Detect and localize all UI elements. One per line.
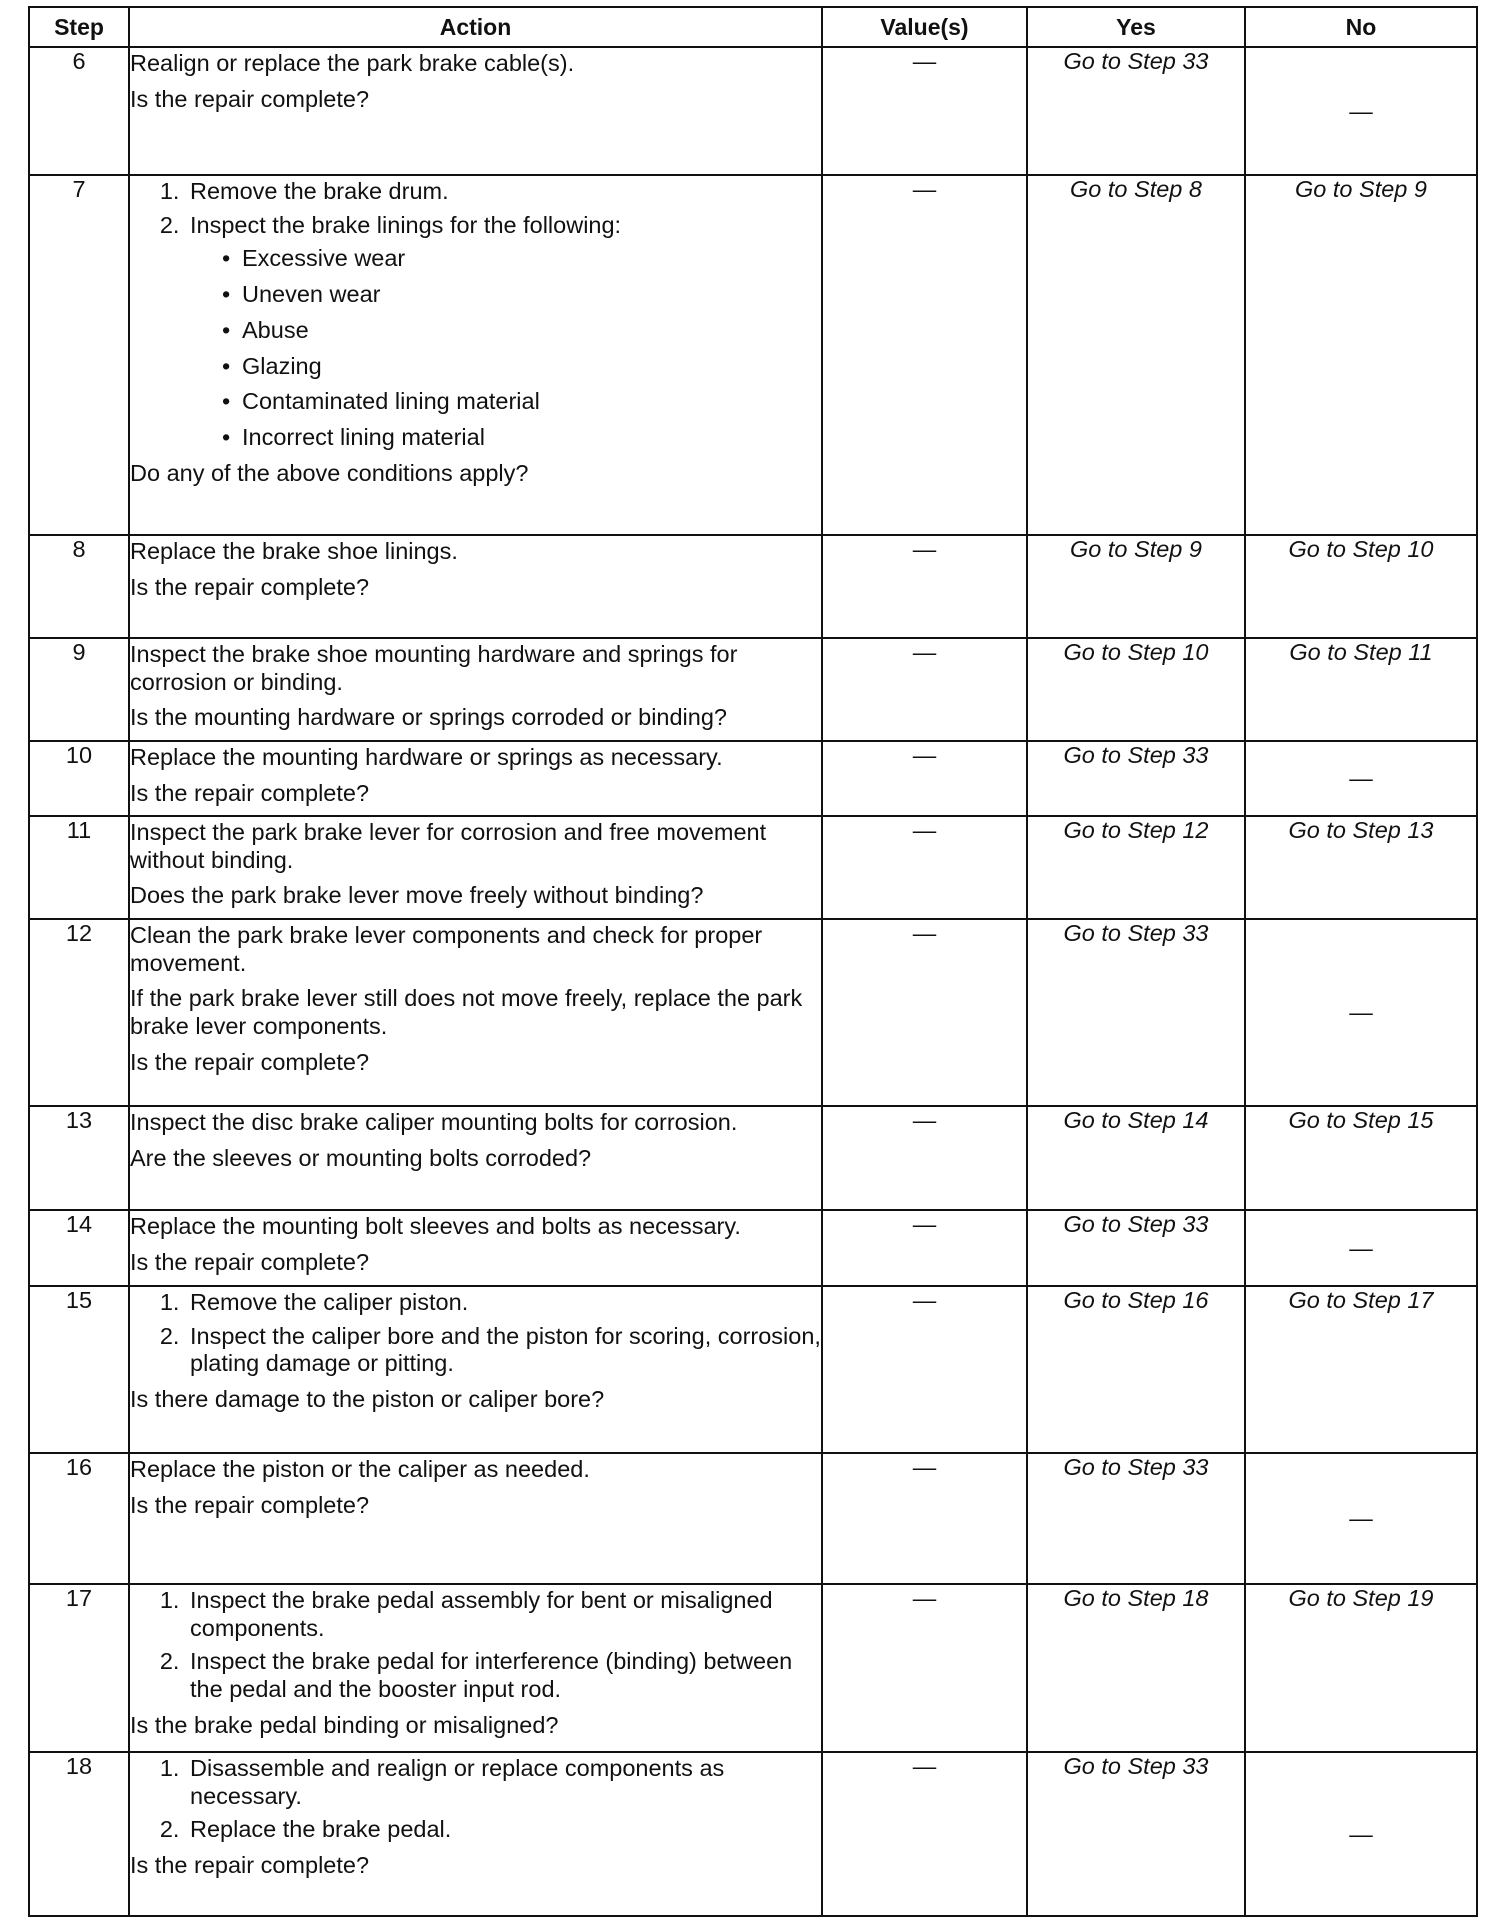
action-cell — [129, 1453, 822, 1584]
yes-cell: Go to Step 33 — [1027, 1752, 1245, 1916]
list-item-text: Inspect the brake linings for the following: — [190, 211, 622, 238]
diagnostic-page — [28, 6, 1476, 1917]
action-question: Are the sleeves or mounting bolts corroded? — [130, 1144, 592, 1171]
value-cell: — — [822, 47, 1027, 175]
value-cell: — — [822, 919, 1027, 1106]
action-question: Is the repair complete? — [130, 1048, 370, 1075]
step-number: 9 — [29, 638, 129, 741]
no-cell: — — [1245, 1453, 1477, 1584]
action-line: Inspect the park brake lever for corrosion and free movement without binding. — [130, 819, 767, 873]
table-row — [29, 1584, 1477, 1752]
table-row — [29, 1453, 1477, 1584]
action-cell — [129, 1210, 822, 1286]
header-yes: Yes — [1027, 7, 1245, 47]
step-number: 17 — [29, 1584, 129, 1752]
action-line: Replace the mounting bolt sleeves and bolts as necessary. — [130, 1213, 741, 1239]
action-question: Do any of the above conditions apply? — [130, 459, 529, 486]
bullet-item: • Incorrect lining material — [218, 424, 821, 452]
numbered-list — [130, 1755, 821, 1844]
action-question: Is the brake pedal binding or misaligned? — [130, 1711, 559, 1738]
list-item: 1. Remove the caliper piston. — [186, 1289, 821, 1317]
action-cell — [129, 741, 822, 816]
action-question: Is the repair complete? — [130, 573, 370, 600]
action-cell — [129, 1286, 822, 1453]
value-cell: — — [822, 1584, 1027, 1752]
action-cell — [129, 816, 822, 919]
action-cell — [129, 1584, 822, 1752]
step-number: 13 — [29, 1106, 129, 1210]
action-cell — [129, 47, 822, 175]
step-number: 6 — [29, 47, 129, 175]
header-values: Value(s) — [822, 7, 1027, 47]
numbered-list — [130, 178, 821, 452]
action-line: Realign or replace the park brake cable(s). — [130, 50, 575, 76]
no-cell: Go to Step 19 — [1245, 1584, 1477, 1752]
yes-cell: Go to Step 16 — [1027, 1286, 1245, 1453]
table-body — [29, 47, 1477, 1916]
table-row — [29, 638, 1477, 741]
numbered-list — [130, 1289, 821, 1378]
value-cell: — — [822, 1210, 1027, 1286]
action-cell — [129, 919, 822, 1106]
header-no: No — [1245, 7, 1477, 47]
yes-cell: Go to Step 33 — [1027, 741, 1245, 816]
value-cell: — — [822, 638, 1027, 741]
no-cell: — — [1245, 1752, 1477, 1916]
bullet-list — [190, 245, 821, 451]
action-question: Is the repair complete? — [130, 1491, 370, 1518]
value-cell: — — [822, 1752, 1027, 1916]
header-row — [29, 7, 1477, 47]
yes-cell: Go to Step 33 — [1027, 1210, 1245, 1286]
action-question: Is the repair complete? — [130, 85, 370, 112]
header-action: Action — [129, 7, 822, 47]
step-number: 8 — [29, 535, 129, 638]
action-question: Does the park brake lever move freely without binding? — [130, 882, 704, 909]
list-item: 1. Inspect the brake pedal assembly for bent or misaligned components. — [186, 1587, 821, 1642]
table-row — [29, 816, 1477, 919]
action-line: If the park brake lever still does not move freely, replace the park brake lever components. — [130, 985, 803, 1040]
table-row — [29, 919, 1477, 1106]
yes-cell: Go to Step 14 — [1027, 1106, 1245, 1210]
no-cell: — — [1245, 919, 1477, 1106]
yes-cell: Go to Step 33 — [1027, 1453, 1245, 1584]
value-cell: — — [822, 1106, 1027, 1210]
action-line: Clean the park brake lever components and check for proper movement. — [130, 922, 763, 976]
list-item: 2. Replace the brake pedal. — [186, 1816, 821, 1844]
table-row — [29, 1210, 1477, 1286]
table-row — [29, 1752, 1477, 1916]
list-item — [186, 212, 821, 452]
value-cell: — — [822, 1286, 1027, 1453]
no-cell: — — [1245, 741, 1477, 816]
table-header — [29, 7, 1477, 47]
table-row — [29, 47, 1477, 175]
step-number: 18 — [29, 1752, 129, 1916]
header-step: Step — [29, 7, 129, 47]
action-line: Inspect the disc brake caliper mounting bolts for corrosion. — [130, 1109, 738, 1135]
no-cell: Go to Step 13 — [1245, 816, 1477, 919]
action-question: Is the repair complete? — [130, 1248, 370, 1275]
yes-cell: Go to Step 10 — [1027, 638, 1245, 741]
action-cell — [129, 1752, 822, 1916]
action-question: Is there damage to the piston or caliper bore? — [130, 1386, 605, 1413]
bullet-item: • Excessive wear — [218, 245, 821, 273]
step-number: 15 — [29, 1286, 129, 1453]
table-row — [29, 1106, 1477, 1210]
step-number: 7 — [29, 175, 129, 535]
step-number: 16 — [29, 1453, 129, 1584]
yes-cell: Go to Step 33 — [1027, 919, 1245, 1106]
no-cell: — — [1245, 1210, 1477, 1286]
no-cell: Go to Step 9 — [1245, 175, 1477, 535]
no-cell: Go to Step 11 — [1245, 638, 1477, 741]
value-cell: — — [822, 535, 1027, 638]
no-cell: — — [1245, 47, 1477, 175]
action-line: Replace the mounting hardware or springs as necessary. — [130, 744, 723, 770]
action-question: Is the repair complete? — [130, 779, 370, 806]
yes-cell: Go to Step 12 — [1027, 816, 1245, 919]
table-row — [29, 175, 1477, 535]
diagnostic-table — [28, 6, 1478, 1917]
table-row — [29, 741, 1477, 816]
no-cell: Go to Step 17 — [1245, 1286, 1477, 1453]
list-item: 2. Inspect the caliper bore and the piston for scoring, corrosion, plating damage or pitting. — [186, 1323, 821, 1378]
list-item: 1. Remove the brake drum. — [186, 178, 821, 206]
action-question: Is the repair complete? — [130, 1852, 370, 1879]
action-cell — [129, 535, 822, 638]
value-cell: — — [822, 741, 1027, 816]
table-row — [29, 535, 1477, 638]
yes-cell: Go to Step 9 — [1027, 535, 1245, 638]
action-cell — [129, 1106, 822, 1210]
bullet-item: • Abuse — [218, 317, 821, 345]
action-line: Replace the brake shoe linings. — [130, 538, 458, 564]
list-item: 1. Disassemble and realign or replace components as necessary. — [186, 1755, 821, 1810]
no-cell: Go to Step 15 — [1245, 1106, 1477, 1210]
bullet-item: • Contaminated lining material — [218, 388, 821, 416]
action-cell — [129, 175, 822, 535]
action-line: Inspect the brake shoe mounting hardware and springs for corrosion or binding. — [130, 641, 738, 695]
yes-cell: Go to Step 18 — [1027, 1584, 1245, 1752]
value-cell: — — [822, 175, 1027, 535]
value-cell: — — [822, 816, 1027, 919]
action-line: Replace the piston or the caliper as needed. — [130, 1456, 590, 1482]
step-number: 10 — [29, 741, 129, 816]
action-cell — [129, 638, 822, 741]
step-number: 11 — [29, 816, 129, 919]
numbered-list — [130, 1587, 821, 1704]
step-number: 14 — [29, 1210, 129, 1286]
yes-cell: Go to Step 8 — [1027, 175, 1245, 535]
yes-cell: Go to Step 33 — [1027, 47, 1245, 175]
bullet-item: • Uneven wear — [218, 281, 821, 309]
list-item: 2. Inspect the brake pedal for interference (binding) between the pedal and the booster input rod. — [186, 1648, 821, 1703]
action-question: Is the mounting hardware or springs corroded or binding? — [130, 704, 727, 731]
value-cell: — — [822, 1453, 1027, 1584]
no-cell: Go to Step 10 — [1245, 535, 1477, 638]
step-number: 12 — [29, 919, 129, 1106]
table-row — [29, 1286, 1477, 1453]
bullet-item: • Glazing — [218, 353, 821, 381]
